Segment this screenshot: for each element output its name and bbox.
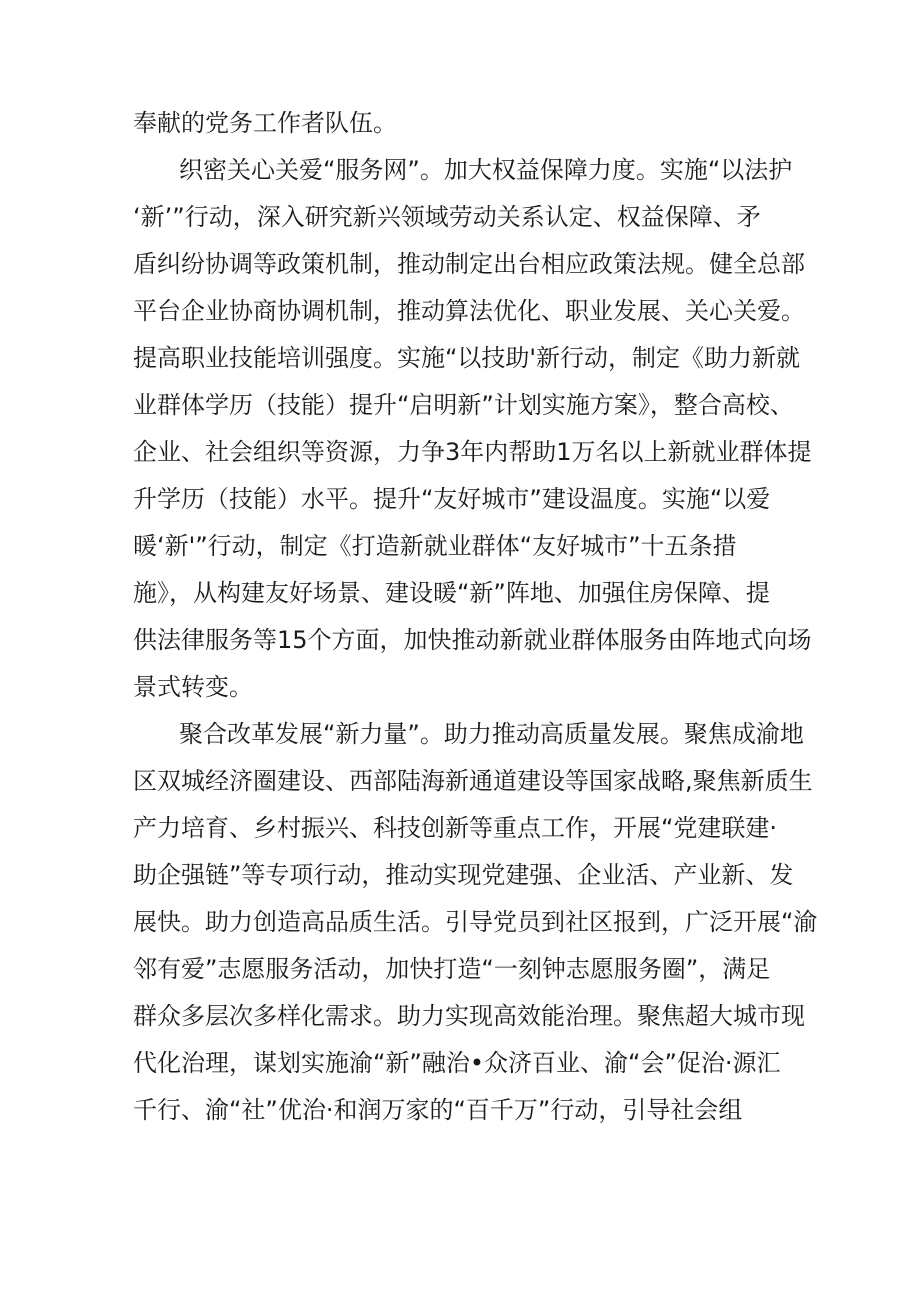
- text-line: 暖‘新'”行动，制定《打造新就业群体“友好城市”十五条措: [133, 532, 737, 560]
- text-line: 提高职业技能培训强度。实施“以技助'新行动，制定《助力新就: [133, 344, 801, 372]
- body-text: [133, 100, 818, 1134]
- text-line: 展快。助力创造高品质生活。引导党员到社区报到，广泛开展“渝: [133, 908, 818, 936]
- paragraph-start-line: 聚合改革发展“新力量”。助力推动高质量发展。聚焦成渝地: [179, 720, 804, 748]
- text-line: 千行、渝“社”优治·和润万家的“百千万”行动，引导社会组: [133, 1096, 743, 1124]
- text-line: 平台企业协商协调机制，推动算法优化、职业发展、关心关爱。: [133, 297, 805, 325]
- text-line: 代化治理，谋划实施渝“新”融治•众济百业、渝“会”促治·源汇: [133, 1049, 781, 1077]
- text-line: 邻有爱”志愿服务活动，加快打造“一刻钟志愿服务圈”，满足: [133, 955, 771, 983]
- text-line: 盾纠纷协调等政策机制，推动制定出台相应政策法规。健全总部: [133, 250, 805, 278]
- text-line: ‘新’”行动，深入研究新兴领域劳动关系认定、权益保障、矛: [133, 203, 761, 231]
- text-line: 业群体学历（技能）提升“启明新”计划实施方案》，整合高校、: [133, 391, 794, 419]
- text-line: 施》，从构建友好场景、建设暖“新”阵地、加强住房保障、提: [133, 579, 770, 607]
- text-line: 区双城经济圈建设、西部陆海新通道建设等国家战略,聚焦新质生: [133, 767, 813, 795]
- paragraph-start-line: 织密关心关爱“服务网”。加大权益保障力度。实施“以法护: [179, 156, 793, 184]
- text-line: 群众多层次多样化需求。助力实现高效能治理。聚焦超大城市现: [133, 1002, 805, 1030]
- text-line: 产力培育、乡村振兴、科技创新等重点工作，开展“党建联建·: [133, 814, 778, 842]
- text-line: 助企强链”等专项行动，推动实现党建强、企业活、产业新、发: [133, 861, 794, 889]
- text-line: 升学历（技能）水平。提升“友好城市”建设温度。实施“以爱: [133, 485, 771, 513]
- text-line: 企业、社会组织等资源，力争3年内帮助1万名以上新就业群体提: [133, 438, 812, 466]
- text-line: 供法律服务等15个方面，加快推动新就业群体服务由阵地式向场: [133, 626, 812, 654]
- text-line: 景式转变。: [133, 673, 253, 701]
- text-line: 奉献的党务工作者队伍。: [133, 109, 397, 137]
